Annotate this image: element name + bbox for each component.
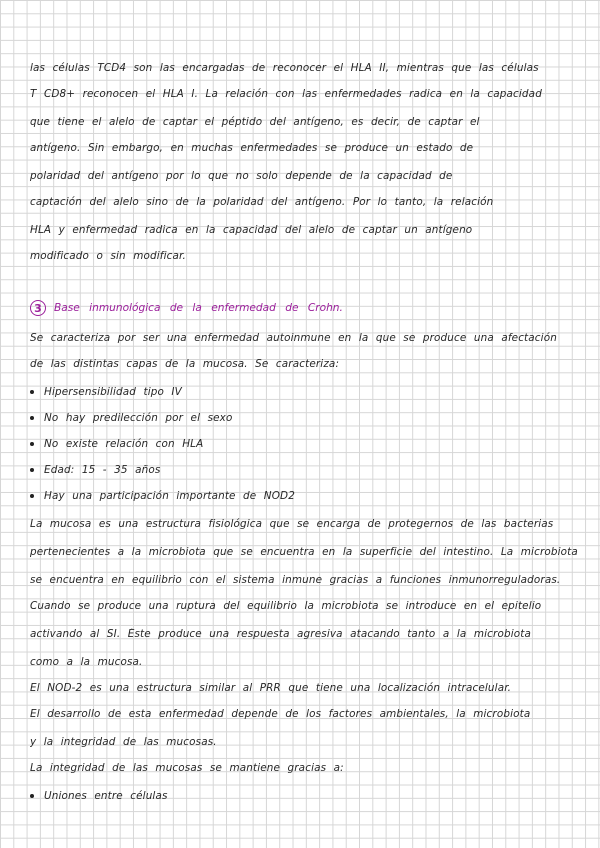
bullet-icon bbox=[30, 390, 34, 394]
paragraph1-line-2: T CD8+ reconocen el HLA I. La relación con las enfermedades radica en la capacidad bbox=[30, 88, 542, 100]
paragraph2-line-9: y la integridad de las mucosas. bbox=[30, 736, 217, 748]
paragraph1-line-3: que tiene el alelo de captar el péptido del antígeno, es decir, de captar el bbox=[30, 116, 480, 128]
bullet-icon bbox=[30, 468, 34, 472]
paragraph2-line-1: La mucosa es una estructura fisiológica que se encarga de protegernos de las bacterias bbox=[30, 518, 554, 530]
paragraph2-line-4: Cuando se produce una ruptura del equilibrio la microbiota se introduce en el epitelio bbox=[30, 600, 542, 612]
bullet-icon bbox=[30, 416, 34, 420]
bullet-text: Uniones entre células bbox=[44, 790, 168, 802]
bullet-item-2 bbox=[30, 412, 578, 424]
section-heading bbox=[30, 296, 578, 320]
bullet-text: Edad: 15 - 35 años bbox=[44, 464, 161, 476]
bullet-text: No hay predilección por el sexo bbox=[44, 412, 233, 424]
bullet-icon bbox=[30, 442, 34, 446]
section-title: Base inmunológica de la enfermedad de Crohn. bbox=[54, 302, 343, 314]
paragraph2-line-5: activando al SI. Éste produce una respuesta agresiva atacando tanto a la microbiota bbox=[30, 628, 531, 640]
intro-line-1: Se caracteriza por ser una enfermedad autoinmune en la que se produce una afectación bbox=[30, 332, 557, 344]
bullet-text: Hay una participación importante de NOD2 bbox=[44, 490, 295, 502]
section-number-circle: 3 bbox=[30, 300, 46, 316]
paragraph1-line-4: antígeno. Sin embargo, en muchas enfermedades se produce un estado de bbox=[30, 142, 474, 154]
bullet-text: Hipersensibilidad tipo IV bbox=[44, 386, 182, 398]
intro-line-2: de las distintas capas de la mucosa. Se caracteriza: bbox=[30, 358, 340, 370]
last-bullet-item bbox=[30, 790, 578, 802]
paragraph2-line-6: como a la mucosa. bbox=[30, 656, 143, 668]
paragraph2-line-7: El NOD-2 es una estructura similar al PRR que tiene una localización intracelular. bbox=[30, 682, 512, 694]
bullet-item-1 bbox=[30, 386, 578, 398]
paragraph2-line-3: se encuentra en equilibrio con el sistema inmune gracias a funciones inmunorreguladoras. bbox=[30, 574, 561, 586]
paragraph2-line-8: El desarrollo de esta enfermedad depende de los factores ambientales, la microbiota bbox=[30, 708, 531, 720]
paragraph2-line-10: La integridad de las mucosas se mantiene gracias a: bbox=[30, 762, 344, 774]
paragraph1-line-1: las células TCD4 son las encargadas de reconocer el HLA II, mientras que las células bbox=[30, 62, 539, 74]
bullet-item-3 bbox=[30, 438, 578, 450]
paragraph1-line-6: captación del alelo sino de la polaridad del antígeno. Por lo tanto, la relación bbox=[30, 196, 494, 208]
bullet-text: No existe relación con HLA bbox=[44, 438, 204, 450]
bullet-icon bbox=[30, 794, 34, 798]
bullet-item-4 bbox=[30, 464, 578, 476]
paragraph1-line-7: HLA y enfermedad radica en la capacidad del alelo de captar un antígeno bbox=[30, 224, 473, 236]
paragraph2-line-2: pertenecientes a la microbiota que se encuentra en la superficie del intestino. La microbiota bbox=[30, 546, 578, 558]
paragraph1-line-5: polaridad del antígeno por lo que no solo depende de la capacidad de bbox=[30, 170, 453, 182]
bullet-item-5 bbox=[30, 490, 578, 502]
bullet-icon bbox=[30, 494, 34, 498]
paragraph1-line-8: modificado o sin modificar. bbox=[30, 250, 186, 262]
